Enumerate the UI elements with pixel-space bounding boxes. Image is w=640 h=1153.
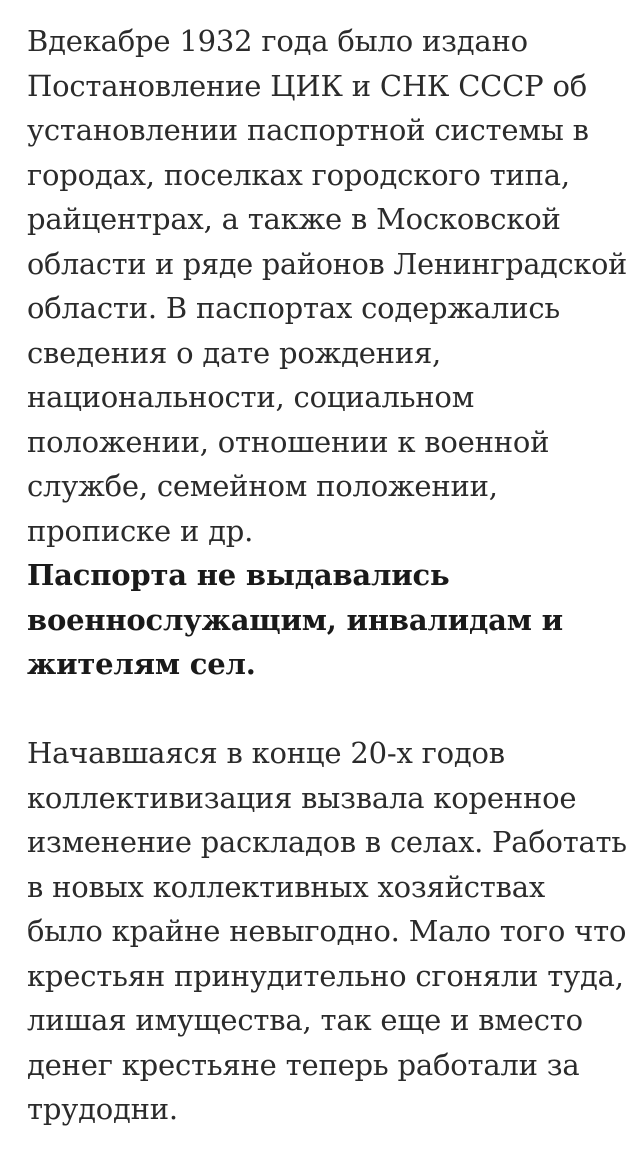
text-line: национальности, социальном bbox=[27, 380, 475, 414]
text-line: денег крестьяне теперь работали за bbox=[27, 1047, 580, 1082]
text-line: трудодни. bbox=[27, 1092, 178, 1126]
text-line: райцентрах, а также в Московской bbox=[27, 202, 561, 236]
text-line: было крайне невыгодно. Мало того что bbox=[27, 914, 627, 948]
text-line: Постановление ЦИК и СНК СССР об bbox=[27, 68, 588, 103]
text-line: Вдекабре 1932 года было издано bbox=[27, 24, 528, 58]
text-line: лишая имущества, так еще и вместо bbox=[27, 1003, 583, 1037]
bold-text-line: Паспорта не выдавались bbox=[27, 558, 450, 592]
text-line: сведения о дате рождения, bbox=[27, 335, 442, 370]
text-line: установлении паспортной системы в bbox=[27, 113, 589, 147]
paragraph-spacer bbox=[27, 687, 627, 732]
text-line: коллективизация вызвала коренное bbox=[27, 780, 577, 815]
text-line: в новых коллективных хозяйствах bbox=[27, 869, 546, 904]
text-line: крестьян принудительно сгоняли туда, bbox=[27, 958, 624, 993]
paragraph-collectivization bbox=[27, 731, 627, 1132]
bold-statement bbox=[27, 553, 627, 687]
text-line: области. В паспортах содержались bbox=[27, 291, 560, 325]
text-line: городах, поселках городского типа, bbox=[27, 157, 570, 192]
bold-text-line: военнослужащим, инвалидам и bbox=[27, 602, 563, 637]
article-body bbox=[27, 19, 627, 1132]
text-line: службе, семейном положении, bbox=[27, 469, 498, 503]
text-line: изменение раскладов в селах. Работать bbox=[27, 825, 627, 859]
text-line: Начавшаяся в конце 20-х годов bbox=[27, 736, 505, 770]
bold-text-line: жителям сел. bbox=[27, 647, 256, 681]
text-line: области и ряде районов Ленинградской bbox=[27, 246, 627, 281]
text-line: положении, отношении к военной bbox=[27, 424, 550, 459]
paragraph-passport-system bbox=[27, 19, 627, 553]
text-line: прописке и др. bbox=[27, 513, 254, 548]
